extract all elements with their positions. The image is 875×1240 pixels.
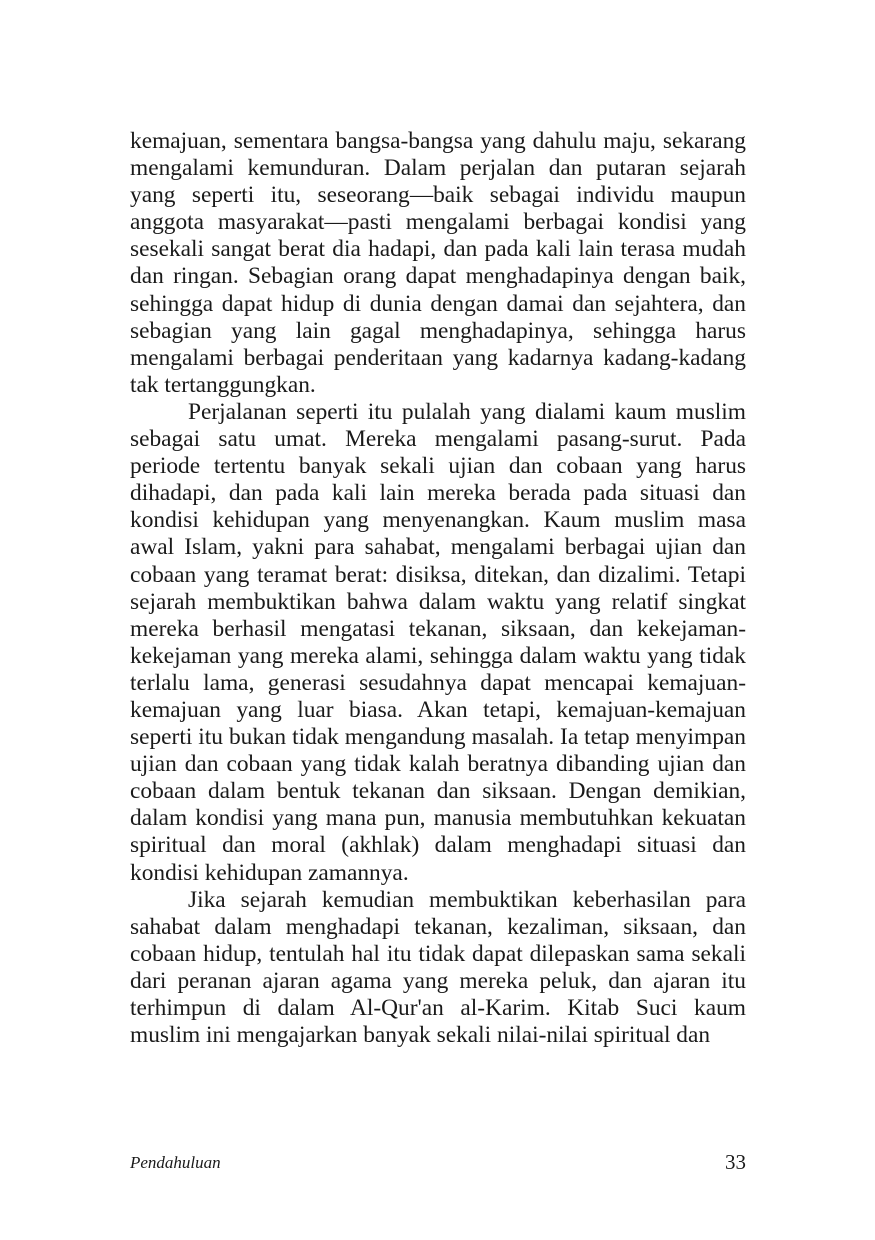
page-number: 33 <box>725 1150 746 1174</box>
body-text <box>130 128 746 1049</box>
running-footer-title: Pendahuluan <box>130 1153 221 1172</box>
paragraph-1: kemajuan, sementara bangsa-bangsa yang dahulu maju, sekarang mengalami kemunduran. Dalam perjalan dan putaran sejarah yang seperti itu, seseorang—baik sebagai individu maupun anggota masyarakat—pasti mengalami berbagai kondisi yang sesekali sangat berat dia hadapi, dan pada kali lain terasa mudah dan ringan. Sebagian orang dapat menghadapinya dengan baik, sehingga dapat hidup di dunia dengan damai dan sejahtera, dan sebagian yang lain gagal menghadapinya, sehingga harus mengalami berbagai penderitaan yang kadarnya kadang-kadang tak tertanggungkan. <box>130 128 746 398</box>
paragraph-2: Perjalanan seperti itu pulalah yang dialami kaum muslim sebagai satu umat. Mereka mengalami pasang-surut. Pada periode tertentu banyak sekali ujian dan cobaan yang harus dihadapi, dan pada kali lain mereka berada pada situasi dan kondisi kehidupan yang menyenangkan. Kaum muslim masa awal Islam, yakni para sahabat, mengalami berbagai ujian dan cobaan yang teramat berat: disiksa, ditekan, dan dizalimi. Tetapi sejarah membuktikan bahwa dalam waktu yang relatif singkat mereka berhasil mengatasi tekanan, siksaan, dan kekejaman-kekejaman yang mereka alami, sehingga dalam waktu yang tidak terlalu lama, generasi sesudahnya dapat mencapai kemajuan-kemajuan yang luar biasa. Akan tetapi, kemajuan-kemajuan seperti itu bukan tidak mengandung masalah. Ia tetap menyimpan ujian dan cobaan yang tidak kalah beratnya dibanding ujian dan cobaan dalam bentuk tekanan dan siksaan. Dengan demikian, dalam kondisi yang mana pun, manusia membutuhkan kekuatan spiritual dan moral (akhlak) dalam menghadapi situasi dan kondisi kehidupan zamannya. <box>130 398 746 886</box>
paragraph-3: Jika sejarah kemudian membuktikan keberhasilan para sahabat dalam menghadapi tekanan, kezaliman, siksaan, dan cobaan hidup, tentulah hal itu tidak dapat dilepaskan sama sekali dari peranan ajaran agama yang mereka peluk, dan ajaran itu terhimpun di dalam Al-Qur'an al-Karim. Kitab Suci kaum muslim ini mengajarkan banyak sekali nilai-nilai spiritual dan <box>130 886 746 1049</box>
